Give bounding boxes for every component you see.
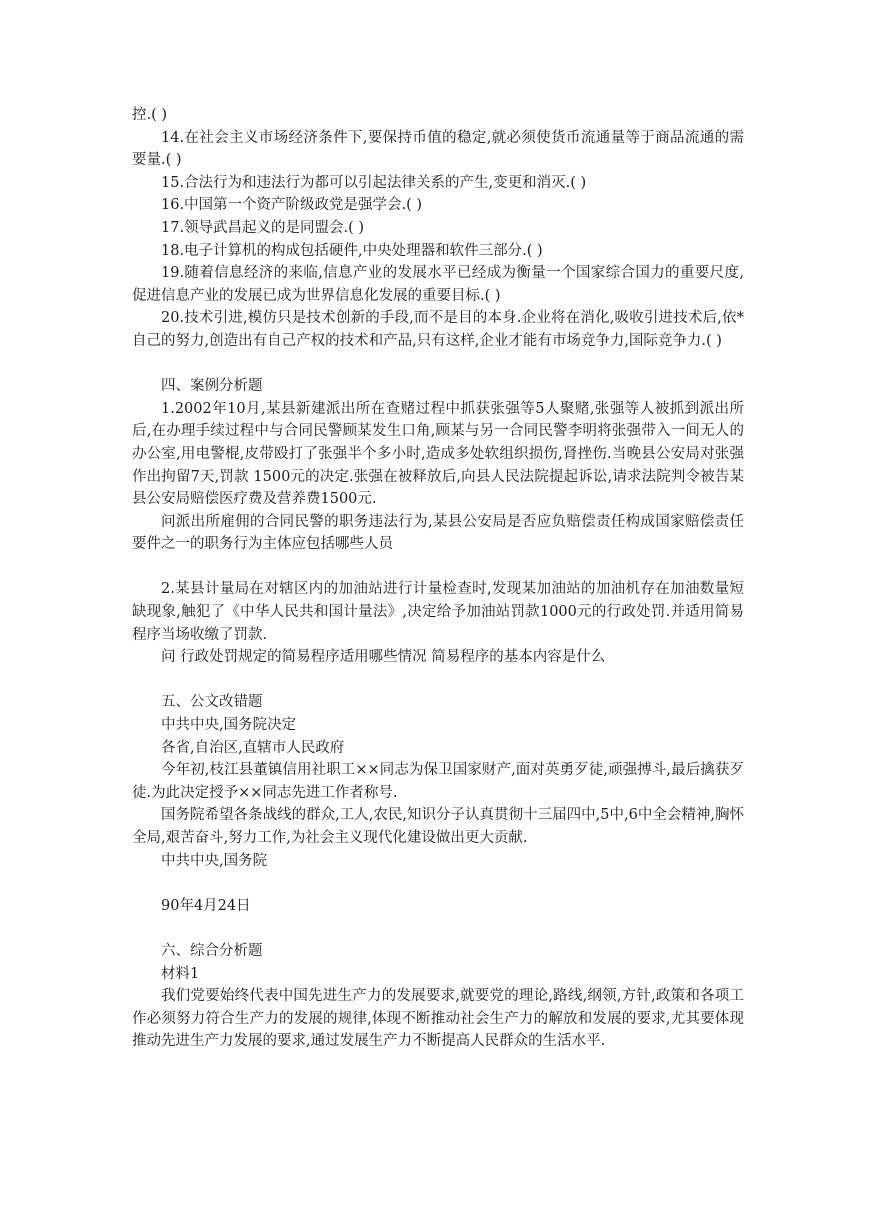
question-14: 14.在社会主义市场经济条件下,要保持币值的稳定,就必须使货币流通量等于商品流通的需要量.( ) [132,129,744,169]
blank-line [132,556,744,579]
material-label: 材料1 [161,965,200,982]
section-heading-document-correction: 五、公文改错题 [161,694,263,711]
doc-paragraph-1: 今年初,枝江县董镇信用社职工××同志为保卫国家财产,面对英勇歹徒,顽强搏斗,最后擒获歹徒.为此决定授予××同志先进工作者称号. [132,762,744,801]
question-15: 15.合法行为和违法行为都可以引起法律关系的产生,变更和消灭.( ) [161,174,587,191]
document-body [132,104,744,1053]
doc-date: 90年4月24日 [161,897,251,914]
blank-line [132,917,744,940]
question-16: 16.中国第一个资产阶级政党是强学会.( ) [161,197,423,214]
text-line: 控.( ) [132,107,168,123]
question-18: 18.电子计算机的构成包括硬件,中央处理器和软件三部分.( ) [161,242,543,259]
case-2-question: 问 行政处罚规定的简易程序适用哪些情况 简易程序的基本内容是什么 [161,649,606,666]
blank-line [132,353,744,376]
blank-line [132,669,744,692]
doc-addressee: 各省,自治区,直辖市人民政府 [161,739,345,756]
section-heading-comprehensive-analysis: 六、综合分析题 [161,942,263,959]
case-1-question: 问派出所雇佣的合同民警的职务违法行为,某县公安局是否应负赔偿责任构成国家赔偿责任要件之一的职务行为主体应包括哪些人员 [132,513,744,553]
material-1-text: 我们党要始终代表中国先进生产力的发展要求,就要党的理论,路线,纲领,方针,政策和各项工作必须努力符合生产力的发展的规律,体现不断推动社会生产力的解放和发展的要求,尤其要体现推动先进生产力发展的要求,通过发展生产力不断提高人民群众的生活水平. [132,988,744,1050]
question-19: 19.随着信息经济的来临,信息产业的发展水平已经成为衡量一个国家综合国力的重要尺度,促进信息产业的发展已成为世界信息化发展的重要目标.( ) [132,265,744,304]
doc-paragraph-2: 国务院希望各条战线的群众,工人,农民,知识分子认真贯彻十三届四中,5中,6中全会精神,胸怀全局,艰苦奋斗,努力工作,为社会主义现代化建设做出更大贡献. [132,807,744,846]
question-17: 17.领导武昌起义的是同盟会.( ) [161,219,365,236]
case-1-text: 1.2002年10月,某县新建派出所在查赌过程中抓获张强等5人聚赌,张强等人被抓到派出所后,在办理手续过程中与合同民警顾某发生口角,顾某与另一合同民警李明将张强带入一间无人的办公室,用电警棍,皮带殴打了张强半个多小时,造成多处软组织损伤,肾挫伤.当晚县公安局对张强作出拘留7天,罚款 1500元的决定.张强在被释放后,向县人民法院提起诉讼,请求法院判令被告某县公安局赔偿医疗费及营养费1500元. [132,400,744,508]
case-2-text: 2.某县计量局在对辖区内的加油站进行计量检查时,发现某加油站的加油机存在加油数量短缺现象,触犯了《中华人民共和国计量法》,决定给予加油站罚款1000元的行政处罚.并适用简易程序当场收缴了罚款. [132,581,744,643]
section-heading-case-analysis: 四、案例分析题 [161,378,263,395]
doc-title: 中共中央,国务院决定 [161,717,297,734]
blank-line [132,872,744,895]
question-20: 20.技术引进,模仿只是技术创新的手段,而不是目的本身.企业将在消化,吸收引进技术后,依*自己的努力,创造出有自己产权的技术和产品,只有这样,企业才能有市场竞争力,国际竞争力.( ) [132,310,744,349]
doc-signature: 中共中央,国务院 [161,852,268,869]
